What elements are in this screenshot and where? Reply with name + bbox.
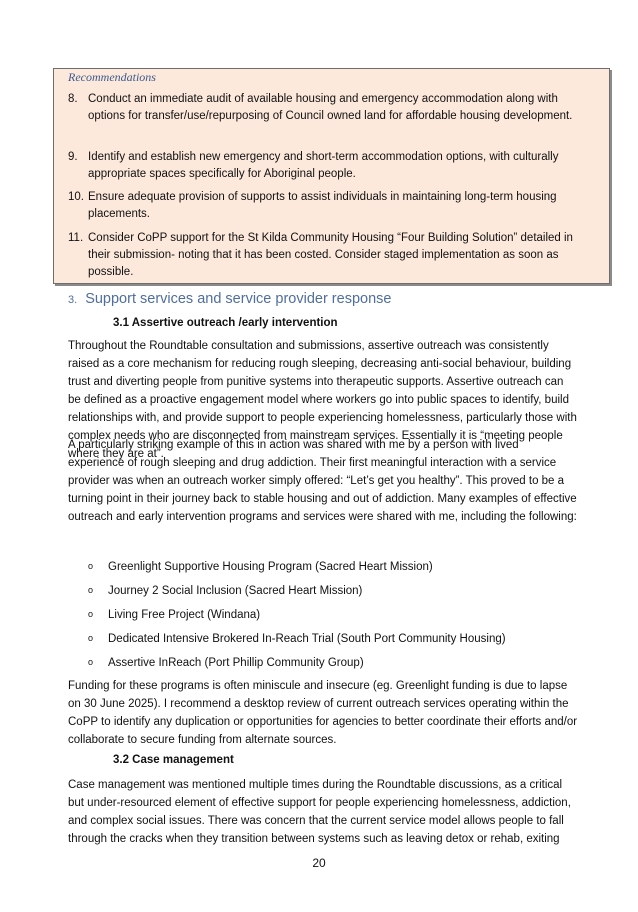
program-list-item: o Assertive InReach (Port Phillip Community Group) <box>88 654 364 671</box>
recommendation-item <box>68 149 598 183</box>
recommendation-number: 10. <box>68 191 84 203</box>
recommendation-number: 9. <box>68 151 78 163</box>
bullet-circle-icon: o <box>88 585 94 595</box>
section-number: 3. <box>68 294 78 306</box>
paragraph-funding: Funding for these programs is often miniscule and insecure (eg. Greenlight funding is due to lapse on 30 June 2025). I recommend a desktop review of current outreach services operating within the CoPP to identify any duplication or opportunities for agencies to better coordinate their efforts and/or collaborate to secure funding from alternate sources. <box>68 680 578 746</box>
recommendation-number: 11. <box>68 232 84 244</box>
paragraph-case-management: Case management was mentioned multiple times during the Roundtable discussions, as a critical but under-resourced element of effective support for people experiencing homelessness, addiction, and complex social issues. There was concern that the current service model allows people to fall through the cracks when they transition between systems such as leaving detox or rehab, exiting <box>68 779 571 845</box>
bullet-circle-icon: o <box>88 609 94 619</box>
recommendation-text: Identify and establish new emergency and short-term accommodation options, with culturally appropriate spaces specifically for Aboriginal people. <box>88 151 559 180</box>
bullet-circle-icon: o <box>88 633 94 643</box>
recommendation-item <box>68 91 598 125</box>
program-list-item: o Dedicated Intensive Brokered In-Reach Trial (South Port Community Housing) <box>88 630 506 647</box>
bullet-circle-icon: o <box>88 657 94 667</box>
recommendations-box <box>53 68 610 284</box>
page-number: 20 <box>312 856 326 870</box>
bullet-circle-icon: o <box>88 561 94 571</box>
recommendation-number: 8. <box>68 93 78 105</box>
paragraph-outreach-example: A particularly striking example of this in action was shared with me by a person with lived experience of rough sleeping and drug addiction. Their first meaningful interaction with a service provider was when an outreach worker simply offered: “Let’s get you healthy”. This proved to be a turning point in their journey back to stable housing and out of addiction. Many examples of effective outreach and early intervention programs and services were shared with me, including the following: <box>68 439 577 523</box>
section-title: Support services and service provider response <box>85 291 392 307</box>
program-list-item: o Living Free Project (Windana) <box>88 606 260 623</box>
section-heading <box>68 290 391 309</box>
recommendation-text: Conduct an immediate audit of available housing and emergency accommodation along with options for transfer/use/repurposing of Council owned land for affordable housing development. <box>88 93 573 122</box>
recommendation-item <box>68 189 598 223</box>
paragraph-outreach-definition: Throughout the Roundtable consultation and submissions, assertive outreach was consistently raised as a core mechanism for reducing rough sleeping, decreasing anti-social behaviour, building trust and diverting people from punitive systems into therapeutic supports. Assertive outreach can be defined as a proactive engagement model where workers go into public spaces to identify, build relationships with, and provide support to people experiencing homelessness, particularly those with complex needs who are disconnected from mainstream services. Essentially it is “meeting people where they are at”. <box>68 340 577 460</box>
recommendation-text: Ensure adequate provision of supports to assist individuals in maintaining long-term housing placements. <box>88 191 557 220</box>
program-list-item: o Journey 2 Social Inclusion (Sacred Heart Mission) <box>88 582 362 599</box>
subsection-heading-case-management: 3.2 Case management <box>113 754 234 766</box>
recommendation-item <box>68 230 598 281</box>
subsection-heading-outreach: 3.1 Assertive outreach /early intervention <box>113 317 338 329</box>
program-list-item: o Greenlight Supportive Housing Program (Sacred Heart Mission) <box>88 558 433 575</box>
recommendation-text: Consider CoPP support for the St Kilda Community Housing “Four Building Solution” detailed in their submission- noting that it has been costed. Consider staged implementation as soon as possible. <box>88 232 573 278</box>
recommendations-title: Recommendations <box>68 70 156 84</box>
